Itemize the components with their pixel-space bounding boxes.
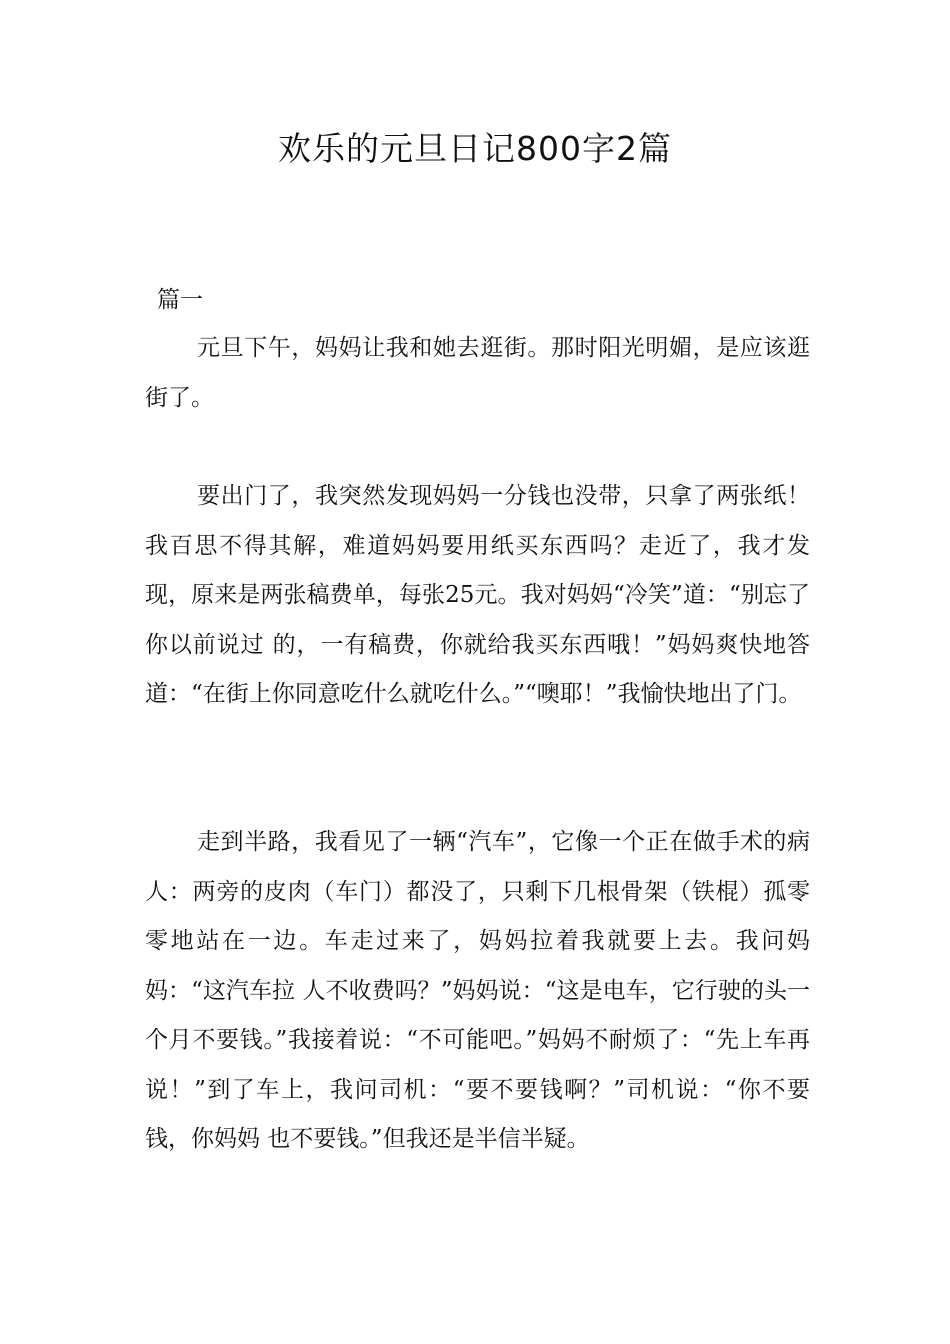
paragraph: 走到半路，我看见了一辆“汽车”，它像一个正在做手术的病人：两旁的皮肉（车门）都没了，只剩下几根骨架（铁棍）孤零零地站在一边。车走过来了，妈妈拉着我就要上去。我问妈妈：“这汽车拉 人不收费吗？”妈妈说：“这是电车，它行驶的头一个月不要钱。”我接着说：“不可能吧。”妈妈不耐烦了：“先上车再说！”到了车上，我问司机：“要不要钱啊？”司机说：“你不要钱，你妈妈 也不要钱。”但我还是半信半疑。	[145, 829, 810, 1152]
document-title: 欢乐的元旦日记800字2篇	[278, 129, 672, 168]
section-label: 篇一	[157, 287, 203, 313]
paragraph: 元旦下午，妈妈让我和她去逛街。那时阳光明媚，是应该逛街了。	[145, 335, 810, 411]
paragraph: 要出门了，我突然发现妈妈一分钱也没带，只拿了两张纸！我百思不得其解，难道妈妈要用纸买东西吗？走近了，我才发现，原来是两张稿费单，每张25元。我对妈妈“冷笑”道：“别忘了你以前说过 的，一有稿费，你就给我买东西哦！”妈妈爽快地答道：“在街上你同意吃什么就吃什么。”“噢耶！”我愉快地出了门。	[145, 483, 810, 707]
